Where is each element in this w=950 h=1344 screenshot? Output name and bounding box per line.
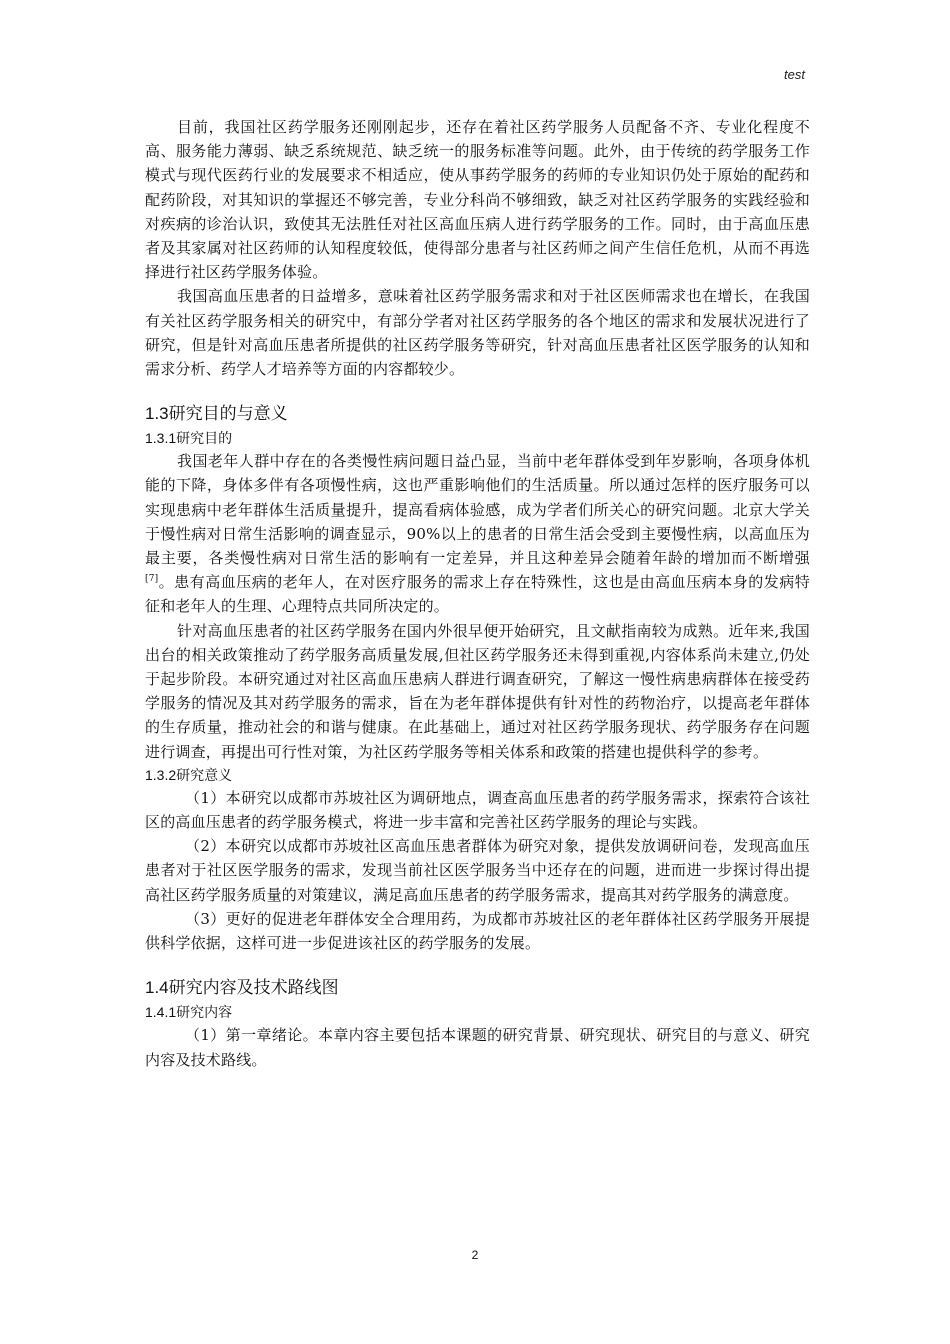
paragraph-3-part-a: 我国老年人群中存在的各类慢性病问题日益凸显，当前中老年群体受到年岁影响，各项身体机能的下降，身体多伴有各项慢性病，这也严重影响他们的生活质量。所以通过怎样的医疗服务可以实现患病中老年群体生活质量提升，提高看病体验感，成为学者们所关心的研究问题。北京大学关于慢性病对日常生活影响的调查显示，90%以上的患者的日常生活会受到主要慢性病，以高血压为最主要，各类慢性病对日常生活的影响有一定差异，并且这种差异会随着年龄的增加而不断增强 [145, 452, 810, 568]
paragraph-3-part-b: 。患有高血压病的老年人，在对医疗服务的需求上存在特殊性，这也是由高血压病本身的发病特征和老年人的生理、心理特点共同所决定的。 [145, 573, 810, 616]
section-heading-1-3: 1.3研究目的与意义 [145, 404, 288, 424]
header-tag: test [784, 67, 805, 82]
paragraph-8: （1）第一章绪论。本章内容主要包括本课题的研究背景、研究现状、研究目的与意义、研究内容及技术路线。 [145, 1026, 810, 1069]
paragraph-5: （1）本研究以成都市苏坡社区为调研地点，调查高血压患者的药学服务需求，探索符合该社区的高血压患者的药学服务模式，将进一步丰富和完善社区药学服务的理论与实践。 [145, 788, 810, 832]
paragraph-2: 我国高血压患者的日益增多，意味着社区药学服务需求和对于社区医师需求也在增长，在我国有关社区药学服务相关的研究中，有部分学者对社区药学服务的各个地区的需求和发展状况进行了研究，但是针对高血压患者所提供的社区药学服务等研究，针对高血压患者社区医学服务的认知和需求分析、药学人才培养等方面的内容都较少。 [145, 287, 810, 379]
paragraph-1: 目前，我国社区药学服务还刚刚起步，还存在着社区药学服务人员配备不齐、专业化程度不高、服务能力薄弱、缺乏系统规范、缺乏统一的服务标准等问题。此外，由于传统的药学服务工作模式与现代医药行业的发展要求不相适应，使从事药学服务的药师的专业知识仍处于原始的配药和配药阶段，对其知识的掌握还不够完善，专业分科尚不够细致，缺乏对社区药学服务的实践经验和对疾病的诊治认识，致使其无法胜任对社区高血压病人进行药学服务的工作。同时，由于高血压患者及其家属对社区药师的认知程度较低，使得部分患者与社区药师之间产生信任危机，从而不再选择进行社区药学服务体验。 [145, 118, 810, 282]
section-heading-1-4: 1.4研究内容及技术路线图 [145, 978, 339, 998]
citation-ref[interactable]: [7] [145, 574, 159, 585]
page-content [145, 115, 810, 1072]
paragraph-4: 针对高血压患者的社区药学服务在国内外很早便开始研究，且文献指南较为成熟。近年来,我国出台的相关政策推动了药学服务高质量发展,但社区药学服务还未得到重视,内容体系尚未建立,仍处于起步阶段。本研究通过对社区高血压患病人群进行调查研究，了解这一慢性病患病群体在接受药学服务的情况及其对药学服务的需求，旨在为老年群体提供有针对性的药物治疗，以提高老年群体的生存质量，推动社会的和谐与健康。在此基础上，通过对社区药学服务现状、药学服务存在问题进行调查，再提出可行性对策，为社区药学服务等相关体系和政策的搭建也提供科学的参考。 [145, 621, 810, 761]
subsection-heading-1-4-1: 1.4.1研究内容 [145, 1004, 233, 1021]
subsection-heading-1-3-1: 1.3.1研究目的 [145, 430, 233, 447]
subsection-heading-1-3-2: 1.3.2研究意义 [145, 766, 233, 783]
paragraph-6: （2）本研究以成都市苏坡社区高血压患者群体为研究对象，提供发放调研问卷，发现高血压患者对于社区医学服务的需求，发现当前社区医学服务当中还存在的问题，进而进一步探讨得出提高社区药学服务质量的对策建议，满足高血压患者的药学服务需求，提高其对药学服务的满意度。 [145, 837, 810, 904]
paragraph-3 [145, 449, 810, 618]
paragraph-7: （3）更好的促进老年群体安全合理用药，为成都市苏坡社区的老年群体社区药学服务开展提供科学依据，这样可进一步促进该社区的药学服务的发展。 [145, 909, 810, 953]
page-number: 2 [471, 1248, 479, 1262]
